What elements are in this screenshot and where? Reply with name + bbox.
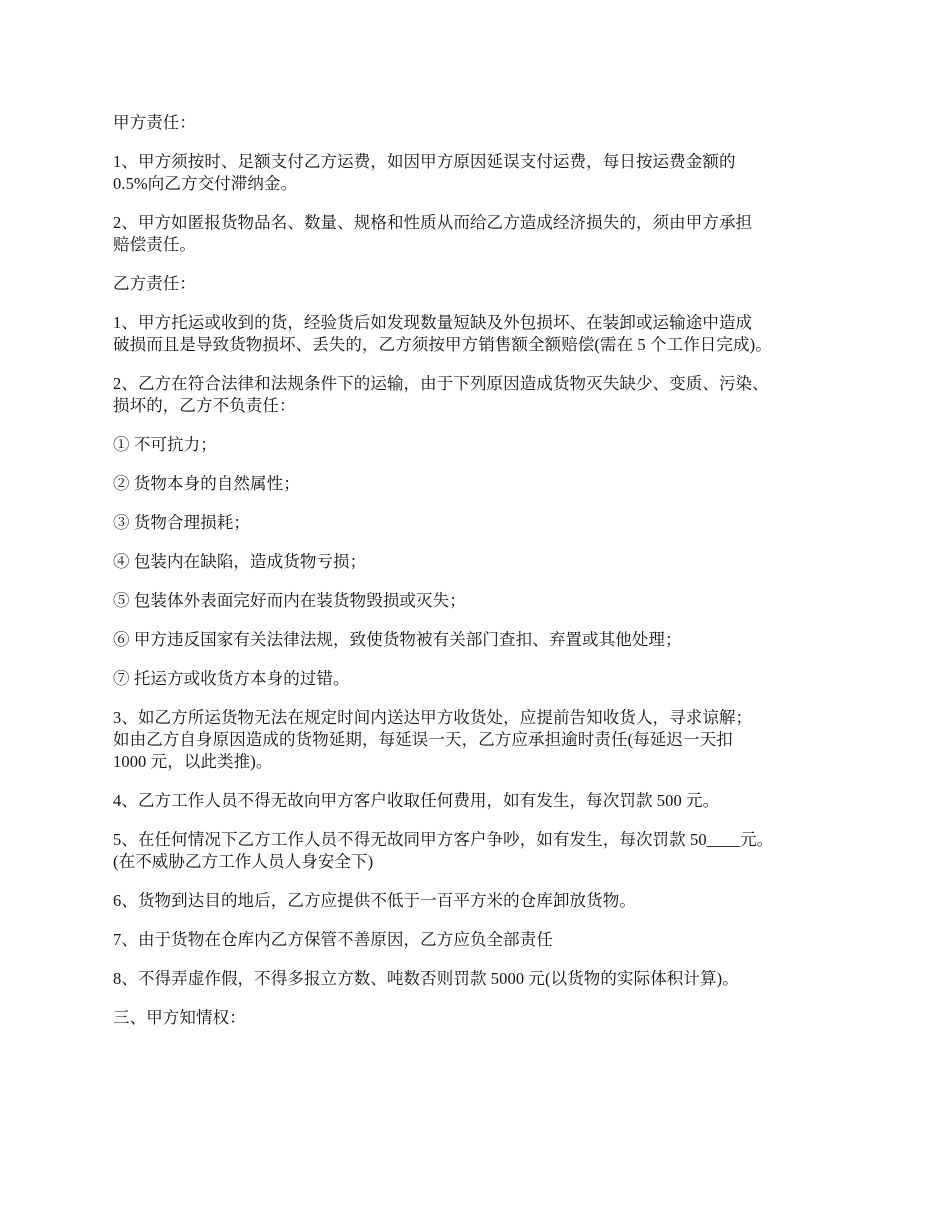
party-b-clause-4: 4、乙方工作人员不得无故向甲方客户收取任何费用，如有发生，每次罚款 500 元。 (113, 791, 720, 810)
heading-party-b-responsibility: 乙方责任： (113, 274, 196, 293)
exemption-item-3: ③ 货物合理损耗； (113, 513, 251, 532)
party-b-clause-2: 2、乙方在符合法律和法规条件下的运输，由于下列原因造成货物灭失缺少、变质、污染、 损坏的，乙方不负责任： (113, 374, 769, 415)
exemption-item-7: ⑦ 托运方或收货方本身的过错。 (113, 669, 350, 688)
exemption-item-4: ④ 包装内在缺陷，造成货物亏损； (113, 552, 367, 571)
party-b-clause-1: 1、甲方托运或收到的货，经验货后如发现数量短缺及外包损坏、在装卸或运输途中造成 破损而且是导致货物损坏、丢失的，乙方须按甲方销售额全额赔偿(需在 5 个工作日完成)。 (113, 313, 772, 354)
heading-party-a-right-to-know: 三、甲方知情权： (113, 1008, 246, 1027)
document-page (113, 112, 853, 1046)
party-a-clause-2: 2、甲方如匿报货物品名、数量、规格和性质从而给乙方造成经济损失的，须由甲方承担 赔偿责任。 (113, 213, 753, 254)
party-b-clause-3: 3、如乙方所运货物无法在规定时间内送达甲方收货处，应提前告知收货人，寻求谅解； 如由乙方自身原因造成的货物延期，每延误一天，乙方应承担逾时责任(每延迟一天扣 1000 元，以此类推)。 (113, 708, 753, 771)
party-b-clause-8: 8、不得弄虚作假，不得多报立方数、吨数否则罚款 5000 元(以货物的实际体积计算)。 (113, 969, 739, 988)
exemption-item-1: ① 不可抗力； (113, 435, 217, 454)
heading-party-a-responsibility: 甲方责任： (113, 113, 196, 132)
party-a-clause-1: 1、甲方须按时、足额支付乙方运费，如因甲方原因延误支付运费，每日按运费金额的 0.5%向乙方交付滞纳金。 (113, 152, 736, 193)
exemption-item-6: ⑥ 甲方违反国家有关法律法规，致使货物被有关部门查扣、弃置或其他处理； (113, 630, 682, 649)
party-b-clause-6: 6、货物到达目的地后，乙方应提供不低于一百平方米的仓库卸放货物。 (113, 891, 636, 910)
exemption-item-2: ② 货物本身的自然属性； (113, 474, 300, 493)
party-b-clause-7: 7、由于货物在仓库内乙方保管不善原因，乙方应负全部责任 (113, 930, 553, 949)
party-b-clause-5: 5、在任何情况下乙方工作人员不得无故同甲方客户争吵，如有发生，每次罚款 50____元。 (在不威胁乙方工作人员人身安全下) (113, 830, 774, 871)
exemption-item-5: ⑤ 包装体外表面完好而内在装货物毁损或灭失； (113, 591, 466, 610)
